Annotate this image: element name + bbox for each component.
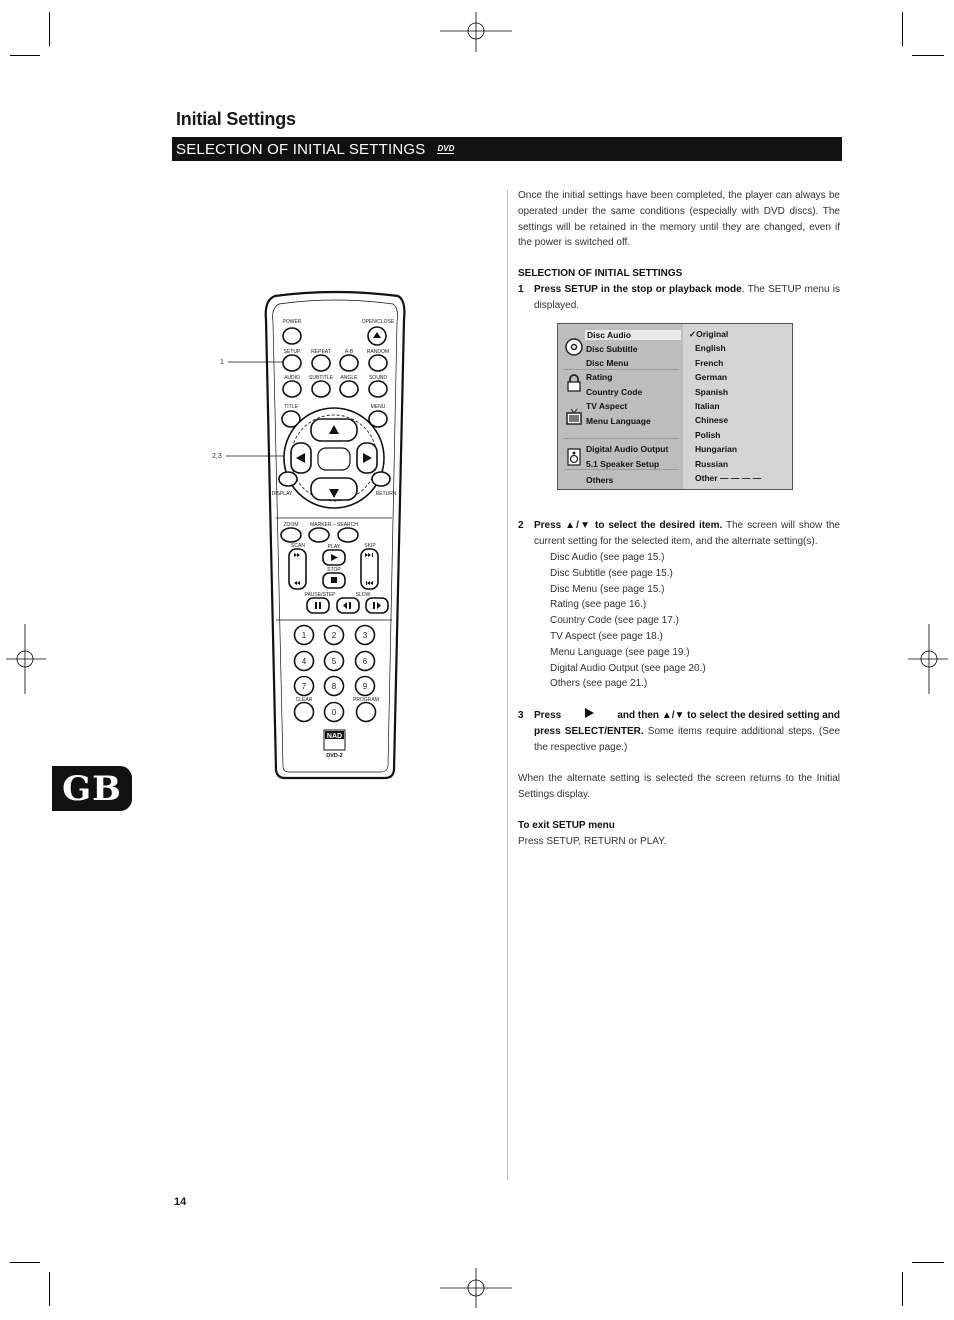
- step-3-press: Press: [534, 710, 562, 721]
- marker-button[interactable]: [309, 528, 329, 542]
- search-button[interactable]: [338, 528, 358, 542]
- language-option[interactable]: Italian: [695, 401, 720, 411]
- menu-separator: [564, 369, 679, 370]
- tv-icon: [565, 408, 583, 426]
- setup-menu-item[interactable]: TV Aspect: [586, 401, 628, 411]
- language-tab: GB: [52, 766, 132, 811]
- skip-label: SKIP: [364, 543, 376, 549]
- digit-label: 2: [331, 631, 337, 640]
- page-reference-list: [550, 550, 706, 692]
- speaker-icon: [565, 448, 583, 466]
- marker-search-label: MARKER – SEARCH: [310, 522, 358, 528]
- select-enter-button[interactable]: [318, 448, 350, 470]
- digit-label: 8: [331, 682, 337, 691]
- setup-menu-item[interactable]: Disc Subtitle: [586, 344, 638, 354]
- alternate-setting-note: When the alternate setting is selected the screen returns to the Initial Settings display.: [518, 773, 840, 800]
- digit-label: 5: [331, 657, 337, 666]
- slow-reverse-button[interactable]: [337, 598, 359, 613]
- setup-menu-item[interactable]: Disc Audio: [585, 330, 681, 340]
- crop-mark: [10, 55, 40, 56]
- return-button[interactable]: [372, 472, 390, 486]
- title-label: TITLE: [284, 404, 298, 410]
- digit-label: 0: [331, 708, 337, 717]
- remote-control-illustration: [200, 290, 420, 780]
- reference-item: Menu Language (see page 19.): [550, 646, 690, 658]
- subtitle-button[interactable]: [312, 381, 330, 397]
- slow-label: SLOW: [355, 592, 371, 598]
- page-title: Initial Settings: [176, 109, 296, 129]
- section-bar: [172, 137, 842, 161]
- subtitle-label: SUBTITLE: [309, 375, 333, 381]
- step-1: [518, 282, 840, 314]
- step-1-text: . The SETUP menu is displayed.: [534, 284, 840, 311]
- exit-text: Press SETUP, RETURN or PLAY.: [518, 836, 667, 847]
- menu-separator: [564, 469, 679, 470]
- program-label: PROGRAM: [353, 697, 379, 703]
- column-divider: [507, 190, 508, 1180]
- reference-item: TV Aspect (see page 18.): [550, 630, 663, 642]
- step-3-text: Some items require additional steps. (See the respective page.): [534, 725, 841, 753]
- step-1-bold: Press SETUP in the stop or playback mode: [534, 284, 742, 295]
- step-2-text: The screen will show the current setting for the selected item, and the alternate setting(s).: [534, 520, 840, 547]
- digit-label: 6: [362, 657, 368, 666]
- stop-icon: [331, 577, 337, 583]
- clear-button[interactable]: [295, 703, 314, 722]
- brand-logo: NAD: [326, 733, 343, 740]
- dvd-logo-icon: DVD: [437, 143, 455, 153]
- registration-mark-left: [6, 624, 46, 694]
- setup-menu-screen: [557, 323, 793, 490]
- setup-menu-item[interactable]: Others: [586, 475, 614, 485]
- language-option[interactable]: ✓Original: [689, 329, 729, 339]
- reference-item: Digital Audio Output (see page 20.): [550, 662, 706, 674]
- language-option[interactable]: Russian: [695, 458, 729, 469]
- setup-menu-item[interactable]: Menu Language: [586, 416, 651, 426]
- reference-item: Others (see page 21.): [550, 678, 648, 690]
- setup-menu-item[interactable]: Country Code: [586, 387, 643, 397]
- power-button[interactable]: [283, 328, 301, 344]
- display-label: DISPLAY: [271, 491, 293, 497]
- language-option[interactable]: French: [695, 357, 724, 368]
- crop-mark: [902, 1272, 903, 1306]
- play-label: PLAY: [327, 544, 341, 550]
- random-button[interactable]: [369, 355, 387, 371]
- crop-mark: [912, 55, 944, 56]
- repeat-label: REPEAT: [311, 349, 331, 355]
- model-label: DVD-2: [326, 753, 343, 759]
- scan-label: SCAN: [291, 543, 305, 549]
- digit-label: 7: [301, 682, 307, 691]
- digit-label: 1: [301, 631, 307, 640]
- crop-mark: [10, 1262, 40, 1263]
- menu-separator: [564, 438, 679, 439]
- page-number: 14: [174, 1196, 187, 1208]
- callout-1: 1: [220, 359, 224, 366]
- language-option[interactable]: Other — — — —: [695, 473, 762, 483]
- audio-button[interactable]: [283, 381, 301, 397]
- registration-mark-bottom: [440, 1268, 512, 1308]
- menu-label: MENU: [370, 404, 386, 410]
- step-number: 3: [518, 710, 524, 721]
- pause-step-label: PAUSE/STEP: [304, 592, 336, 598]
- return-label: RETURN: [375, 491, 397, 497]
- setup-label: SETUP: [283, 349, 301, 355]
- step-3: [518, 708, 840, 755]
- zoom-button[interactable]: [281, 528, 301, 542]
- random-label: RANDOM: [366, 349, 390, 355]
- language-option[interactable]: Hungarian: [695, 444, 738, 455]
- crop-mark: [49, 12, 50, 46]
- digit-label: 9: [362, 682, 368, 691]
- setup-menu-item[interactable]: 5.1 Speaker Setup: [586, 459, 660, 469]
- language-option[interactable]: Polish: [695, 429, 721, 440]
- display-button[interactable]: [279, 472, 297, 486]
- angle-label: ANGLE: [340, 375, 358, 381]
- setup-menu-item[interactable]: Rating: [586, 372, 613, 382]
- digit-label: 4: [301, 657, 307, 666]
- pause-step-button[interactable]: [307, 598, 329, 613]
- ab-label: A-B: [344, 349, 354, 355]
- reference-item: Disc Audio (see page 15.): [550, 552, 665, 563]
- sound-button[interactable]: [369, 381, 387, 397]
- language-option[interactable]: Chinese: [695, 415, 729, 426]
- ab-button[interactable]: [340, 355, 358, 371]
- reference-item: Rating (see page 16.): [550, 599, 647, 611]
- section-bar-title: SELECTION OF INITIAL SETTINGS: [176, 140, 426, 158]
- step-3-and-then: and then ▲/▼ to select the desired setting and: [617, 710, 840, 721]
- stop-label: STOP: [327, 567, 341, 573]
- repeat-button[interactable]: [312, 355, 330, 371]
- crop-mark: [912, 1262, 944, 1263]
- language-option[interactable]: German: [695, 372, 728, 383]
- setup-button[interactable]: [283, 355, 301, 371]
- exit-heading: To exit SETUP menu: [518, 820, 615, 831]
- registration-mark-top: [440, 12, 512, 52]
- registration-mark-right: [908, 624, 948, 694]
- lock-icon: [565, 374, 583, 392]
- reference-item: Disc Subtitle (see page 15.): [550, 567, 673, 579]
- step-number: 1: [518, 284, 524, 295]
- disc-icon: [565, 338, 583, 356]
- angle-button[interactable]: [340, 381, 358, 397]
- play-right-icon: [585, 708, 594, 718]
- intro-paragraph: Once the initial settings have been completed, the player can always be operated under the same conditions (especially with DVD discs). The settings will be retained in the memory until they are changed, even if the power is switched off.: [518, 190, 840, 249]
- power-label: POWER: [282, 319, 302, 325]
- setup-menu-item[interactable]: Digital Audio Output: [586, 444, 669, 454]
- crop-mark: [902, 12, 903, 46]
- reference-item: Disc Menu (see page 15.): [550, 583, 665, 595]
- step-3-bold: press SELECT/ENTER.: [534, 725, 644, 737]
- program-button[interactable]: [357, 703, 376, 722]
- callout-2-3: 2,3: [212, 453, 222, 460]
- crop-mark: [49, 1272, 50, 1306]
- subheading: SELECTION OF INITIAL SETTINGS: [518, 268, 683, 279]
- digit-label: 3: [362, 631, 368, 640]
- language-option[interactable]: English: [695, 343, 726, 354]
- clear-label: CLEAR: [295, 697, 313, 703]
- step-2-bold: Press ▲/▼ to select the desired item.: [534, 520, 723, 531]
- language-option[interactable]: Spanish: [695, 386, 729, 397]
- open-close-label: OPEN/CLOSE: [361, 319, 395, 325]
- reference-item: Country Code (see page 17.): [550, 615, 679, 627]
- setup-menu-item[interactable]: Disc Menu: [586, 358, 629, 368]
- audio-label: AUDIO: [284, 375, 300, 381]
- zoom-label: ZOOM: [283, 522, 299, 528]
- step-number: 2: [518, 520, 524, 531]
- step-2: [518, 518, 840, 550]
- sound-label: SOUND: [368, 375, 388, 381]
